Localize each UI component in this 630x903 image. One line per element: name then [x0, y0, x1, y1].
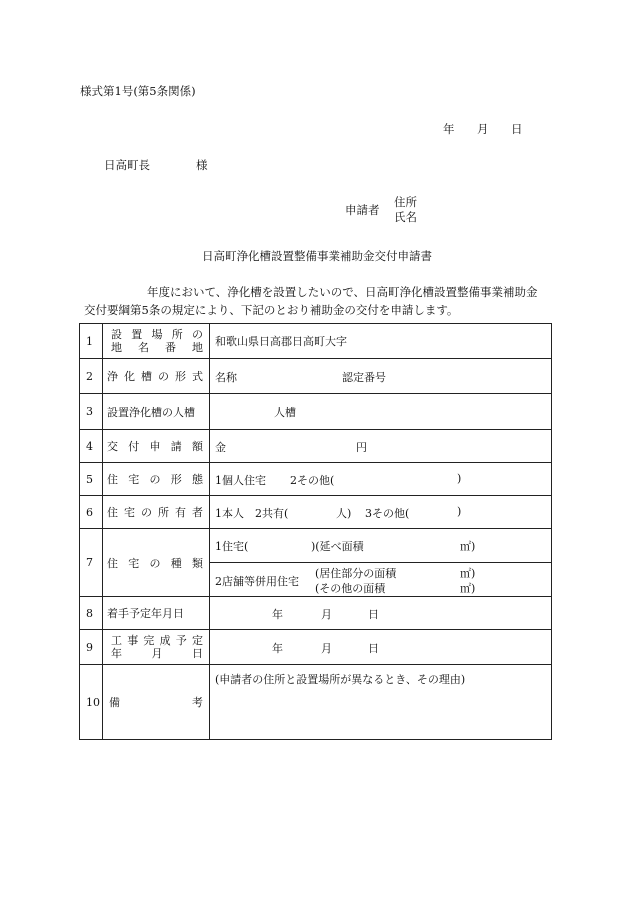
option-individual-house[interactable]: 1個人住宅	[215, 474, 266, 487]
row-tank-type	[80, 359, 552, 394]
house-type-residence-field[interactable]	[210, 529, 552, 563]
option-other-owner[interactable]: 3その他(	[365, 507, 410, 520]
row-label: 住 宅 の 所 有 者	[103, 496, 210, 529]
row-completion-date	[80, 630, 552, 665]
row-number: 10	[80, 665, 103, 740]
row-number: 4	[80, 430, 103, 463]
joint-count-unit: 人)	[336, 507, 352, 520]
year-label: 年	[272, 608, 283, 621]
tank-name-label: 名称	[215, 371, 237, 384]
applicant-name-label: 氏名	[394, 210, 417, 224]
row-number: 8	[80, 597, 103, 630]
label-line-top: 設 置 場 所 の	[111, 328, 203, 341]
year-label: 年	[272, 642, 283, 655]
row-number: 9	[80, 630, 103, 665]
site-prefix: 和歌山県日高郡日高町大字	[215, 335, 347, 348]
label-line-top: 工 事 完 成 予 定	[111, 634, 203, 647]
row-remarks	[80, 665, 552, 740]
remarks-field[interactable]	[210, 665, 552, 740]
row-house-type	[80, 529, 552, 563]
applicant-address-label: 住所	[394, 195, 417, 209]
row-number: 3	[80, 394, 103, 430]
other-area-label: (その他の面積	[315, 582, 386, 595]
row-label	[103, 324, 210, 359]
month-label: 月	[321, 642, 332, 655]
row-label: 交 付 申 請 額	[103, 430, 210, 463]
row-start-date	[80, 597, 552, 630]
intro-line-2: 交付要綱第5条の規定により、下記のとおり補助金の交付を申請します。	[84, 303, 459, 317]
house-type-mixed-field[interactable]	[210, 563, 552, 597]
day-label: 日	[368, 608, 379, 621]
tank-capacity-field[interactable]	[210, 394, 552, 430]
housing-form-field[interactable]	[210, 463, 552, 496]
row-housing-form	[80, 463, 552, 496]
amount-unit: 円	[356, 441, 367, 454]
start-date-field[interactable]	[210, 597, 552, 630]
row-grant-amount	[80, 430, 552, 463]
option-joint[interactable]: 2共有(	[255, 507, 289, 520]
tank-type-field[interactable]	[210, 359, 552, 394]
row-label: 着手予定年月日	[103, 597, 210, 630]
addressee-honorific: 様	[196, 158, 208, 172]
installation-site-field[interactable]	[210, 324, 552, 359]
row-number: 5	[80, 463, 103, 496]
grant-amount-field[interactable]	[210, 430, 552, 463]
capacity-unit: 人槽	[274, 406, 296, 419]
row-number: 6	[80, 496, 103, 529]
certification-number-label: 認定番号	[342, 371, 386, 384]
row-installation-site	[80, 324, 552, 359]
row-number: 2	[80, 359, 103, 394]
date-year-label: 年	[443, 122, 455, 136]
house-owner-field[interactable]	[210, 496, 552, 529]
total-floor-area-label: )(延べ面積	[311, 540, 364, 553]
applicant-label: 申請者	[345, 203, 380, 217]
remarks-note: (申請者の住所と設置場所が異なるとき、その理由)	[215, 673, 466, 686]
area-unit: ㎡)	[460, 582, 476, 595]
document-title: 日高町浄化槽設置整備事業補助金交付申請書	[202, 249, 432, 263]
row-house-owner	[80, 496, 552, 529]
row-tank-capacity	[80, 394, 552, 430]
row-number: 7	[80, 529, 103, 597]
form-number: 様式第1号(第5条関係)	[80, 84, 196, 98]
area-unit: ㎡)	[460, 567, 476, 580]
row-label: 住 宅 の 種 類	[103, 529, 210, 597]
option-shop-combined-house[interactable]: 2店舗等併用住宅	[215, 575, 299, 588]
residential-area-label: (居住部分の面積	[315, 567, 397, 580]
row-label: 設置浄化槽の人槽	[103, 394, 210, 430]
day-label: 日	[368, 642, 379, 655]
row-label: 浄 化 槽 の 形 式	[103, 359, 210, 394]
row-number: 1	[80, 324, 103, 359]
area-unit: ㎡)	[460, 540, 476, 553]
application-table	[79, 323, 552, 740]
date-day-label: 日	[511, 122, 523, 136]
month-label: 月	[321, 608, 332, 621]
completion-date-field[interactable]	[210, 630, 552, 665]
label-line-bottom: 地 名 番 地	[111, 341, 203, 354]
addressee-name: 日高町長	[104, 158, 150, 172]
option-self[interactable]: 1本人	[215, 507, 244, 520]
row-label	[103, 630, 210, 665]
date-month-label: 月	[477, 122, 489, 136]
amount-prefix: 金	[215, 441, 226, 454]
option-other[interactable]: 2その他(	[290, 474, 335, 487]
row-label: 住 宅 の 形 態	[103, 463, 210, 496]
close-paren: )	[457, 472, 462, 485]
intro-line-1: 年度において、浄化槽を設置したいので、日高町浄化槽設置整備事業補助金	[147, 285, 538, 299]
close-paren: )	[457, 505, 462, 518]
row-label: 備 考	[103, 665, 210, 740]
label-line-bottom: 年 月 日	[111, 647, 203, 660]
option-residence[interactable]: 1住宅(	[215, 540, 249, 553]
